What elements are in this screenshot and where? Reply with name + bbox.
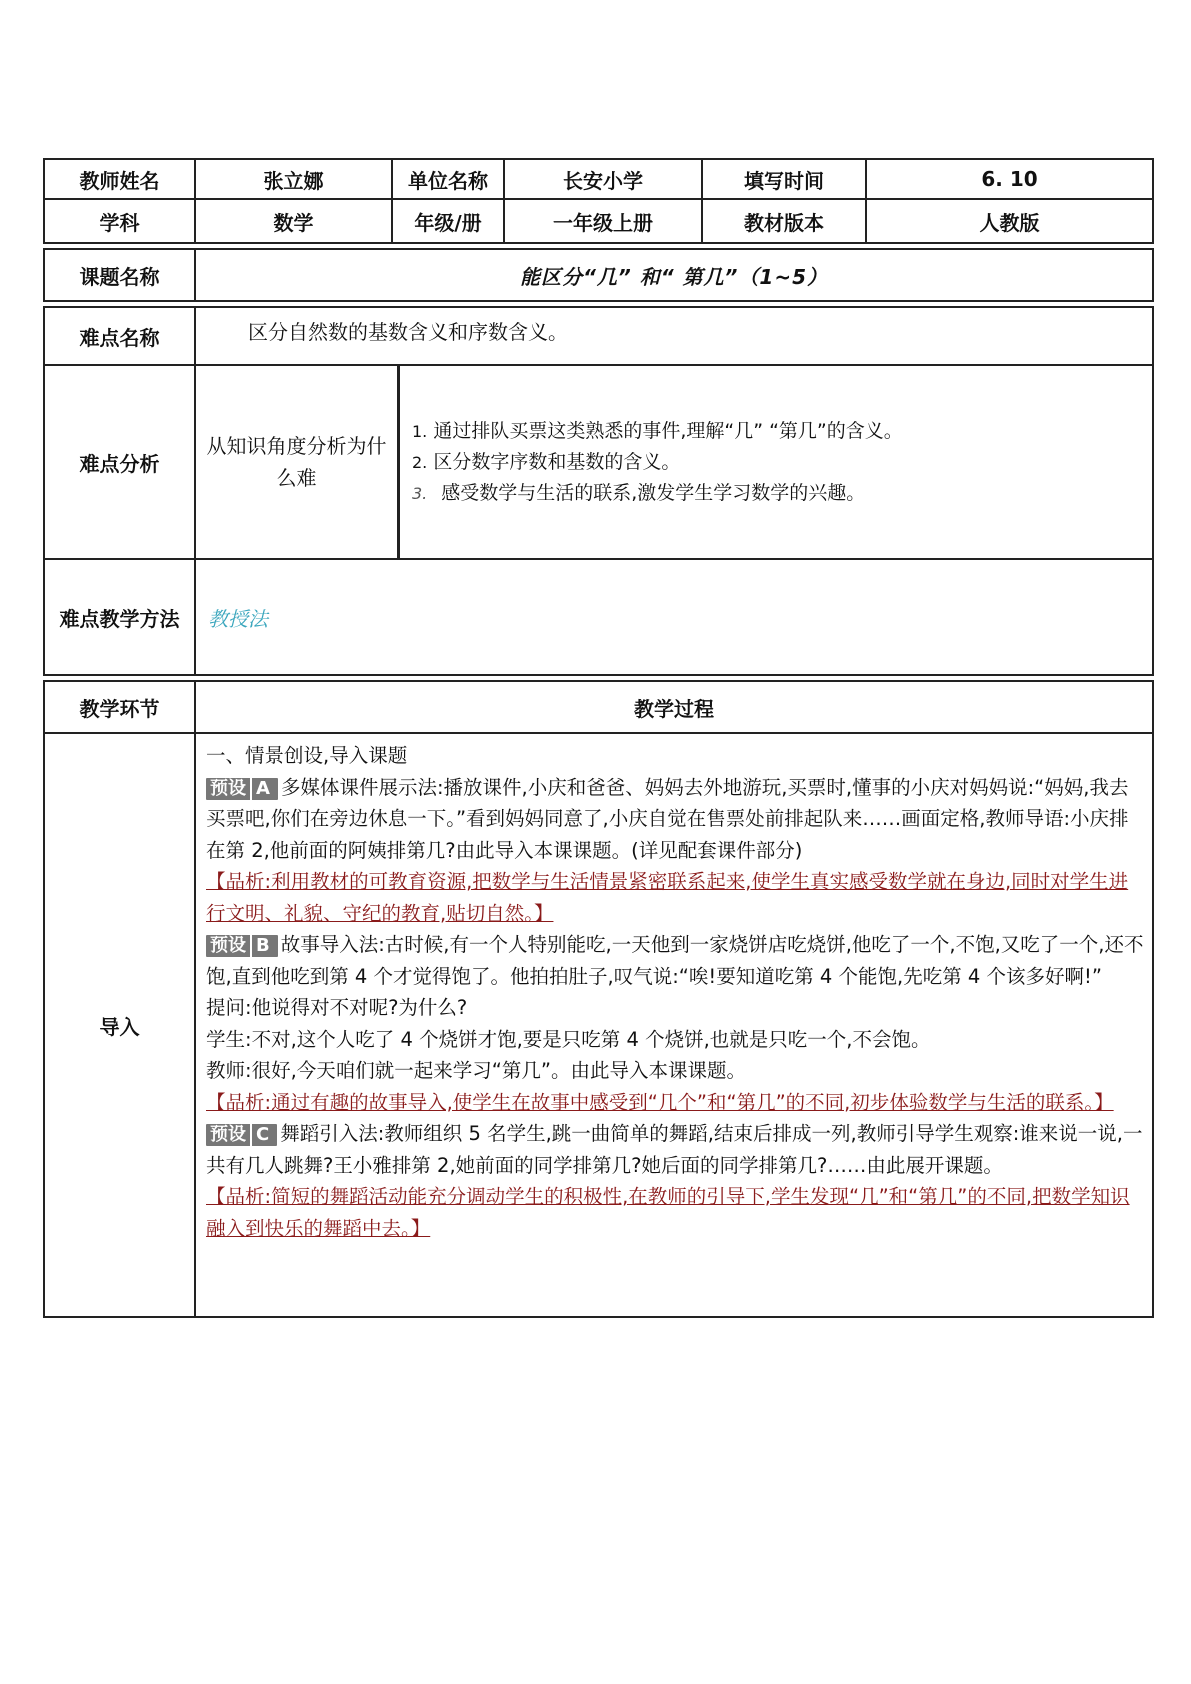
preset-b: 预设 B 故事导入法:古时候,有一个人特别能吃,一天他到一家烧饼店吃烧饼,他吃了一个,不饱,又吃了一个,还不饱,直到他吃到第 4 个才觉得饱了。他拍拍肚子,叹气说:“唉!要知道吃第 4 个能饱,先吃第 4 个该多好啊!” xyxy=(206,933,1144,988)
analysis-label: 难点分析 xyxy=(45,366,196,558)
method-label: 难点教学方法 xyxy=(45,560,196,674)
question-text: 提问:他说得对不对呢?为什么? xyxy=(206,996,468,1019)
analysis-c: 【品析:简短的舞蹈活动能充分调动学生的积极性,在教师的引导下,学生发现“几”和“第几”的不同,把数学知识融入到快乐的舞蹈中去。】 xyxy=(206,1185,1130,1240)
stage-header: 教学环节 xyxy=(45,682,196,732)
intro-stage: 导入 xyxy=(45,734,196,1316)
grade-value: 一年级上册 xyxy=(505,200,703,242)
analysis-b: 【品析:通过有趣的故事导入,使学生在故事中感受到“几个”和“第几”的不同,初步体验数学与生活的联系。】 xyxy=(206,1090,1114,1114)
preset-tag: 预设 B xyxy=(206,935,278,957)
analysis-angle: 从知识角度分析为什么难 xyxy=(196,366,400,558)
analysis-a: 【品析:利用教材的可教育资源,把数学与生活情景紧密联系起来,使学生真实感受数学就在身边,同时对学生进行文明、礼貌、守纪的教育,贴切自然。】 xyxy=(206,870,1129,925)
topic-label: 课题名称 xyxy=(45,250,196,300)
edition-label: 教材版本 xyxy=(703,200,867,242)
topic-row xyxy=(43,248,1154,302)
preset-a: 预设 A 多媒体课件展示法:播放课件,小庆和爸爸、妈妈去外地游玩,买票时,懂事的小庆对妈妈说:“妈妈,我去买票吧,你们在旁边休息一下。”看到妈妈同意了,小庆自觉在售票处前排起队来……画面定格,教师导语:小庆排在第 2,他前面的阿姨排第几?由此导入本课课题。(详见配套课件部分) xyxy=(206,775,1129,862)
unit-value: 长安小学 xyxy=(505,160,703,198)
preset-tag: 预设 C xyxy=(206,1124,277,1146)
analysis-item: 1. 通过排队买票这类熟悉的事件,理解“几” “第几”的含义。 xyxy=(412,419,903,442)
method-row xyxy=(43,560,1154,676)
process-header-row xyxy=(43,680,1154,734)
intro-row xyxy=(43,734,1154,1318)
teacher-value: 张立娜 xyxy=(196,160,393,198)
difficulty-value: 区分自然数的基数含义和序数含义。 xyxy=(248,320,568,344)
analysis-row xyxy=(43,366,1154,560)
subject-value: 数学 xyxy=(196,200,393,242)
unit-label: 单位名称 xyxy=(393,160,505,198)
intro-process xyxy=(194,734,1152,1316)
topic-value: 能区分“几” 和“ 第几”（1~5） xyxy=(519,264,829,289)
header-row-2 xyxy=(43,200,1154,244)
subject-label: 学科 xyxy=(45,200,196,242)
method-value: 教授法 xyxy=(208,606,268,631)
preset-c: 预设 C 舞蹈引入法:教师组织 5 名学生,跳一曲简单的舞蹈,结束后排成一列,教师引导学生观察:谁来说一说,一共有几人跳舞?王小雅排第 2,她前面的同学排第几?她后面的同学排第几?……由此展开课题。 xyxy=(206,1122,1143,1177)
analysis-list xyxy=(400,366,1152,558)
student-text: 学生:不对,这个人吃了 4 个烧饼才饱,要是只吃第 4 个烧饼,也就是只吃一个,不会饱。 xyxy=(206,1027,931,1051)
grade-label: 年级/册 xyxy=(393,200,505,242)
teacher-label: 教师姓名 xyxy=(45,160,196,198)
edition-value: 人教版 xyxy=(979,210,1040,235)
analysis-item: 3. 感受数学与生活的联系,激发学生学习数学的兴趣。 xyxy=(412,481,866,504)
difficulty-label: 难点名称 xyxy=(45,308,196,364)
process-header: 教学过程 xyxy=(634,696,714,721)
difficulty-row xyxy=(43,306,1154,366)
header-row-1 xyxy=(43,158,1154,200)
analysis-item: 2. 区分数字序数和基数的含义。 xyxy=(412,450,681,473)
preset-tag: 预设 A xyxy=(206,778,278,800)
intro-heading: 一、情景创设,导入课题 xyxy=(206,744,408,767)
date-label: 填写时间 xyxy=(703,160,867,198)
date-value: 6. 10 xyxy=(981,167,1038,191)
lesson-plan-table xyxy=(43,158,1154,1318)
teacher-text: 教师:很好,今天咱们就一起来学习“第几”。由此导入本课课题。 xyxy=(206,1059,746,1082)
